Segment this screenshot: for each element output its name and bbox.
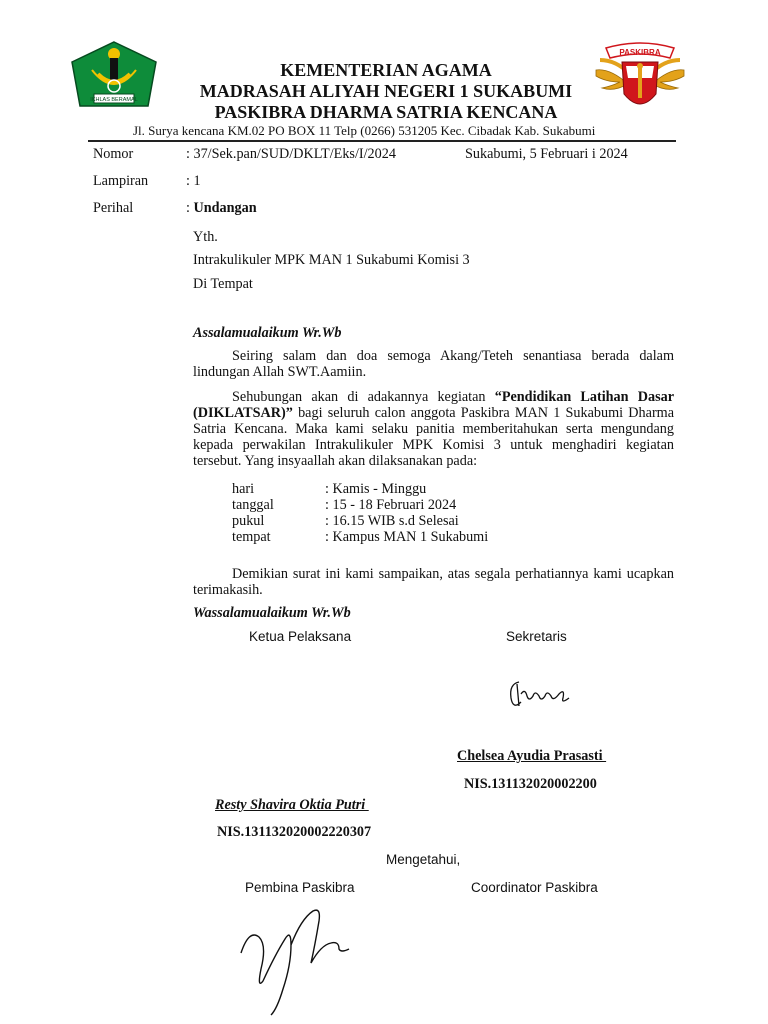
recipient-name: Intrakulikuler MPK MAN 1 Sukabumi Komisi 3 [193, 252, 470, 268]
perihal-label: Perihal [93, 200, 134, 216]
sekretaris-nis: NIS.131132020002200 [464, 776, 597, 792]
greeting: Assalamualaikum Wr.Wb [193, 325, 342, 341]
kemenag-logo-text: IKHLAS BERAMAL [90, 97, 138, 103]
letter-date: Sukabumi, 5 Februari i 2024 [465, 146, 628, 162]
paragraph-2-rest: bagi seluruh calon anggota Paskibra MAN 1 Sukabumi Dharma Satria Kencana. Maka kami selaku panitia memberitahukan serta mengundang kepada perwakilan Intrakulikuler MPK Komisi 3 untuk menghadiri kegiatan tersebut. Yang insyaallah akan dilaksanakan pada: [193, 405, 674, 469]
coordinator-title: Coordinator Paskibra [471, 880, 598, 895]
kop-address: Jl. Surya kencana KM.02 PO BOX 11 Telp (0266) 531205 Kec. Cibadak Kab. Sukabumi [133, 123, 596, 138]
lampiran-label: Lampiran [93, 173, 149, 189]
kop-divider [88, 140, 676, 142]
detail-row [232, 497, 456, 514]
paragraph-2-lead: Sehubungan akan di adakannya kegiatan [232, 389, 495, 405]
detail-row [232, 513, 459, 530]
detail-row [232, 481, 426, 498]
detail-row [232, 529, 488, 546]
kop-line-3: PASKIBRA DHARMA SATRIA KENCANA [214, 102, 558, 122]
pembina-title: Pembina Paskibra [245, 880, 355, 895]
mengetahui-label: Mengetahui, [386, 852, 461, 867]
detail-value: : 15 - 18 Februari 2024 [325, 497, 457, 513]
closing-paragraph: Demikian surat ini kami sampaikan, atas segala perhatiannya kami ucapkan terimakasih. [193, 566, 674, 598]
detail-value: : 16.15 WIB s.d Selesai [325, 513, 459, 529]
detail-key: hari [232, 481, 255, 497]
detail-key: pukul [232, 513, 265, 529]
farewell: Wassalamualaikum Wr.Wb [193, 605, 351, 621]
recipient-yth: Yth. [193, 229, 218, 245]
sekretaris-title: Sekretaris [506, 629, 567, 644]
nomor-value: : 37/Sek.pan/SUD/DKLT/Eks/I/2024 [186, 146, 396, 162]
detail-value: : Kamis - Minggu [325, 481, 427, 497]
perihal-colon: : [186, 200, 194, 216]
paragraph-1: Seiring salam dan doa semoga Akang/Teteh senantiasa berada dalam lindungan Allah SWT.Aamiin. [193, 348, 674, 380]
sekretaris-signature-icon [505, 672, 577, 718]
kop-line-2: MADRASAH ALIYAH NEGERI 1 SUKABUMI [199, 81, 573, 101]
kemenag-logo-icon [68, 40, 160, 116]
detail-key: tempat [232, 529, 271, 545]
recipient-place: Di Tempat [193, 276, 253, 292]
perihal-subject: Undangan [193, 200, 257, 216]
lampiran-value: : 1 [186, 173, 201, 189]
pembina-signature-icon [235, 905, 365, 1020]
detail-key: tanggal [232, 497, 274, 513]
ketua-name: Resty Shavira Oktia Putri [215, 797, 369, 813]
kop-line-1: KEMENTERIAN AGAMA [280, 60, 492, 80]
sekretaris-name: Chelsea Ayudia Prasasti [457, 748, 607, 764]
ketua-title: Ketua Pelaksana [249, 629, 352, 644]
nomor-label: Nomor [93, 146, 134, 162]
event-name: “Pendidikan Latihan Dasar (DIKLATSAR)” [193, 389, 674, 421]
ketua-nis: NIS.131132020002220307 [217, 824, 372, 840]
paskibra-logo-text: PASKIBRA [619, 48, 661, 57]
paragraph-2 [193, 389, 674, 469]
detail-value: : Kampus MAN 1 Sukabumi [325, 529, 489, 545]
perihal-value [186, 200, 257, 217]
